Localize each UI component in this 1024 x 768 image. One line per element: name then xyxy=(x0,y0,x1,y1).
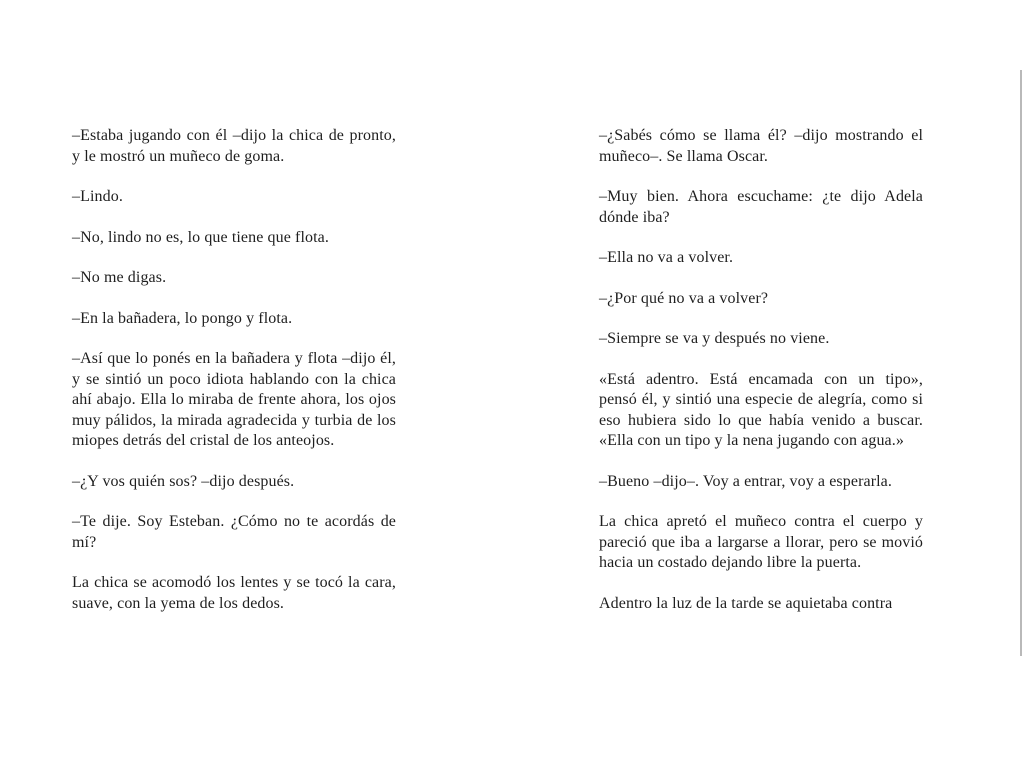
paragraph: –En la bañadera, lo pongo y flota. xyxy=(72,309,293,327)
paragraph: –No me digas. xyxy=(72,269,167,286)
paragraph: –¿Sabés cómo se llama él? –dijo mostrando el muñeco–. Se llama Oscar. xyxy=(599,127,923,165)
paragraph: Adentro la luz de la tarde se aquietaba contra xyxy=(599,594,893,612)
paragraph: –¿Y vos quién sos? –dijo después. xyxy=(72,472,295,490)
paragraph: La chica se acomodó los lentes y se tocó la cara, suave, con la yema de los dedos. xyxy=(72,574,396,612)
paragraph: –Te dije. Soy Esteban. ¿Cómo no te acordás de mí? xyxy=(72,513,396,551)
paragraph: La chica apretó el muñeco contra el cuerpo y pareció que iba a largarse a llorar, pero se movió hacia un costado dejando libre la puerta. xyxy=(599,513,923,571)
paragraph: «Está adentro. Está encamada con un tipo», pensó él, y sintió una especie de alegría, como si eso hubiera sido lo que había venido a buscar. «Ella con un tipo y la nena jugando con agua.» xyxy=(599,370,923,449)
paragraph: –Siempre se va y después no viene. xyxy=(599,330,830,347)
paragraph: –No, lindo no es, lo que tiene que flota. xyxy=(72,228,329,246)
paragraph: –Muy bien. Ahora escuchame: ¿te dijo Adela dónde iba? xyxy=(599,188,923,226)
paragraph: –Bueno –dijo–. Voy a entrar, voy a esperarla. xyxy=(599,472,892,490)
paragraph: –Lindo. xyxy=(72,188,123,205)
scrollbar-thumb[interactable] xyxy=(1020,70,1022,656)
right-page xyxy=(599,126,923,614)
left-page xyxy=(72,126,396,614)
paragraph: –Estaba jugando con él –dijo la chica de pronto, y le mostró un muñeco de goma. xyxy=(72,127,396,165)
paragraph: –Ella no va a volver. xyxy=(599,249,734,266)
paragraph: –Así que lo ponés en la bañadera y flota –dijo él, y se sintió un poco idiota hablando con la chica ahí abajo. Ella lo miraba de frente ahora, los ojos muy pálidos, la mirada agradecida y turbia de los miopes detrás del cristal de los anteojos. xyxy=(72,350,396,449)
paragraph: –¿Por qué no va a volver? xyxy=(599,289,769,307)
